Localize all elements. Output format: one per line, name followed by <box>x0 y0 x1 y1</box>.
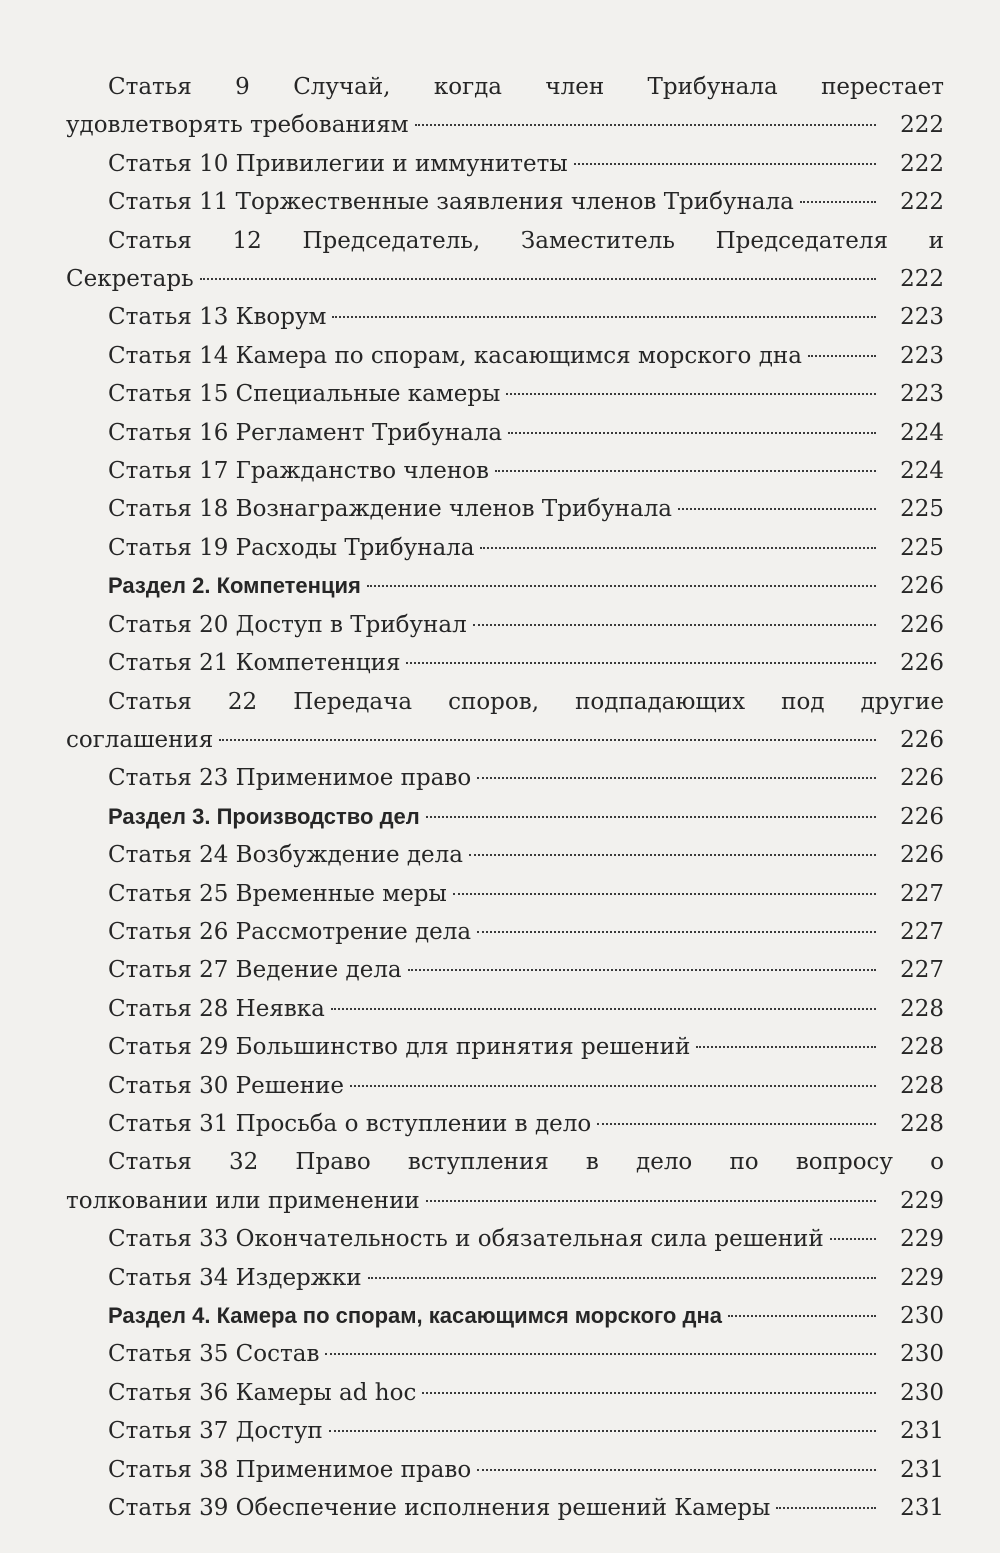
toc-entry <box>66 452 944 490</box>
toc-entry <box>66 1451 944 1489</box>
dot-leader <box>219 739 876 741</box>
toc-entry-title-start: Статья 22 Передача споров, подпадающих под другие <box>108 688 944 715</box>
toc-entry-title: Статья 27 Ведение дела <box>108 957 402 984</box>
dot-leader <box>495 470 876 472</box>
toc-entry-title: Раздел 2. Компетенция <box>108 573 361 599</box>
toc-entry-line <box>66 490 944 528</box>
toc-entry <box>66 375 944 413</box>
dot-leader <box>367 585 876 587</box>
toc-entry-line <box>66 951 944 989</box>
toc-entry-line <box>66 414 944 452</box>
dot-leader <box>480 547 876 549</box>
toc-entry-line <box>66 606 944 644</box>
toc-entry-title-start: Статья 12 Председатель, Заместитель Председателя и <box>108 227 944 254</box>
dot-leader <box>477 1469 876 1471</box>
toc-entry-title: Статья 14 Камера по спорам, касающимся морского дна <box>108 342 802 369</box>
toc-page-number: 226 <box>900 573 944 600</box>
toc-page-number: 228 <box>900 1072 944 1099</box>
toc-entry-title: Статья 36 Камеры ad hoc <box>108 1379 417 1406</box>
dot-leader <box>406 662 876 664</box>
toc-entry <box>66 759 944 797</box>
toc-entry-line <box>66 836 944 874</box>
dot-leader <box>469 854 876 856</box>
toc-entry-title: Статья 29 Большинство для принятия решений <box>108 1034 691 1061</box>
toc-entry <box>66 644 944 682</box>
toc-entry <box>66 529 944 567</box>
toc-entry-line <box>66 260 944 298</box>
dot-leader <box>422 1392 876 1394</box>
toc-page-number: 225 <box>900 496 944 523</box>
toc-entry-line <box>66 567 944 605</box>
toc-page-number: 226 <box>900 611 944 638</box>
toc-entry-title: Статья 10 Привилегии и иммунитеты <box>108 150 568 177</box>
dot-leader <box>426 1200 876 1202</box>
dot-leader <box>776 1507 876 1509</box>
dot-leader <box>332 316 876 318</box>
toc-entry-title: Статья 23 Применимое право <box>108 765 472 792</box>
toc-page-number: 229 <box>900 1226 944 1253</box>
toc-entry <box>66 836 944 874</box>
toc-entry-title: Раздел 4. Камера по спорам, касающимся морского дна <box>108 1303 722 1328</box>
toc-entry <box>66 68 944 145</box>
toc-page-number: 222 <box>900 150 944 177</box>
toc-entry-line <box>66 337 944 375</box>
dot-leader <box>477 931 876 933</box>
toc-page-number: 224 <box>900 458 944 485</box>
toc-page-number: 223 <box>900 304 944 331</box>
toc-entry-line <box>66 1220 944 1258</box>
toc-entry-title: Статья 33 Окончательность и обязательная сила решений <box>108 1226 824 1253</box>
toc-entry-line <box>66 1259 944 1297</box>
dot-leader <box>574 163 876 165</box>
dot-leader <box>830 1238 876 1240</box>
toc-entry-line <box>66 1451 944 1489</box>
toc-page-number: 230 <box>900 1341 944 1368</box>
toc-entry-title: Статья 24 Возбуждение дела <box>108 842 463 869</box>
toc-entry-line <box>66 875 944 913</box>
toc-entry-line <box>66 1412 944 1450</box>
dot-leader <box>350 1085 876 1087</box>
toc-entry <box>66 1374 944 1412</box>
toc-page-number: 223 <box>900 381 944 408</box>
toc-entry-title: толковании или применении <box>66 1187 420 1214</box>
toc-page-number: 231 <box>900 1456 944 1483</box>
toc-entry-title: Статья 21 Компетенция <box>108 650 401 677</box>
toc-entry-line <box>66 759 944 797</box>
dot-leader <box>368 1277 876 1279</box>
toc-section-entry <box>66 567 944 605</box>
toc-page-number: 231 <box>900 1495 944 1522</box>
dot-leader <box>408 969 876 971</box>
toc-entry-title: Статья 38 Применимое право <box>108 1456 472 1483</box>
toc-entry-title: Статья 19 Расходы Трибунала <box>108 534 475 561</box>
dot-leader <box>453 893 876 895</box>
toc-entry <box>66 1489 944 1527</box>
toc-entry-title: Раздел 3. Производство дел <box>108 803 420 829</box>
toc-section-entry <box>66 1297 944 1335</box>
toc-page-number: 226 <box>900 726 944 753</box>
toc-entry <box>66 683 944 760</box>
toc-section-entry <box>66 798 944 836</box>
toc-entry <box>66 913 944 951</box>
toc-entry-title: Статья 20 Доступ в Трибунал <box>108 611 467 638</box>
toc-entry-line <box>66 106 944 144</box>
toc-entry <box>66 990 944 1028</box>
toc-page-number: 228 <box>900 1034 944 1061</box>
toc-entry <box>66 1028 944 1066</box>
dot-leader <box>728 1315 876 1317</box>
toc-entry-title: Статья 30 Решение <box>108 1072 345 1099</box>
toc-entry-line <box>66 1028 944 1066</box>
toc-entry <box>66 1105 944 1143</box>
toc-entry-title-start: Статья 32 Право вступления в дело по вопросу о <box>108 1149 944 1176</box>
toc-page-number: 227 <box>900 918 944 945</box>
toc-page-number: 224 <box>900 419 944 446</box>
toc-page-number: 227 <box>900 957 944 984</box>
toc-entry-title: соглашения <box>66 726 214 753</box>
toc-entry <box>66 606 944 644</box>
toc-entry-line <box>66 1182 944 1220</box>
toc-entry-line <box>66 298 944 336</box>
toc-entry-title: Статья 31 Просьба о вступлении в дело <box>108 1110 592 1137</box>
toc-entry-line <box>66 913 944 951</box>
toc-entry-title: Статья 35 Состав <box>108 1341 320 1368</box>
toc-entry <box>66 1412 944 1450</box>
table-of-contents <box>66 68 944 1527</box>
toc-entry-title: удовлетворять требованиям <box>66 112 409 139</box>
toc-page-number: 223 <box>900 342 944 369</box>
toc-page-number: 225 <box>900 534 944 561</box>
toc-entry-title: Статья 15 Специальные камеры <box>108 381 501 408</box>
toc-entry-line <box>66 529 944 567</box>
toc-entry <box>66 1220 944 1258</box>
toc-entry-line <box>66 1374 944 1412</box>
toc-entry <box>66 1067 944 1105</box>
toc-entry <box>66 1143 944 1220</box>
toc-entry-line <box>66 1489 944 1527</box>
toc-entry-title: Статья 11 Торжественные заявления членов Трибунала <box>108 189 794 216</box>
toc-page-number: 227 <box>900 880 944 907</box>
toc-page-number: 229 <box>900 1264 944 1291</box>
toc-entry-title: Статья 37 Доступ <box>108 1418 323 1445</box>
toc-page-number: 228 <box>900 995 944 1022</box>
toc-page-number: 230 <box>900 1303 944 1329</box>
toc-entry <box>66 1335 944 1373</box>
toc-page-number: 222 <box>900 266 944 293</box>
toc-entry <box>66 875 944 913</box>
toc-entry-title: Секретарь <box>66 266 194 293</box>
toc-entry-title: Статья 16 Регламент Трибунала <box>108 419 503 446</box>
dot-leader <box>477 777 876 779</box>
toc-page-number: 226 <box>900 650 944 677</box>
toc-entry <box>66 414 944 452</box>
toc-entry-title: Статья 28 Неявка <box>108 995 325 1022</box>
toc-entry-title-start: Статья 9 Случай, когда член Трибунала перестает <box>108 74 944 100</box>
toc-entry-line <box>66 1105 944 1143</box>
toc-entry-line <box>66 145 944 183</box>
dot-leader <box>473 624 876 626</box>
dot-leader <box>415 124 877 126</box>
toc-entry <box>66 222 944 299</box>
toc-page-number: 222 <box>900 112 944 139</box>
dot-leader <box>200 278 876 280</box>
toc-page-number: 230 <box>900 1379 944 1406</box>
toc-entry <box>66 490 944 528</box>
toc-entry-line <box>66 183 944 221</box>
toc-entry-line <box>66 990 944 1028</box>
toc-page-number: 222 <box>900 189 944 216</box>
toc-entry <box>66 1259 944 1297</box>
toc-entry-line <box>66 1335 944 1373</box>
dot-leader <box>808 355 876 357</box>
toc-entry-line <box>66 452 944 490</box>
dot-leader <box>325 1353 876 1355</box>
toc-page-number: 226 <box>900 842 944 869</box>
toc-page-number: 229 <box>900 1187 944 1214</box>
dot-leader <box>597 1123 876 1125</box>
dot-leader <box>426 816 876 818</box>
dot-leader <box>508 432 876 434</box>
toc-entry-title: Статья 39 Обеспечение исполнения решений Камеры <box>108 1495 771 1522</box>
toc-entry-line <box>66 1297 944 1335</box>
dot-leader <box>678 508 876 510</box>
toc-entry-line <box>66 798 944 836</box>
toc-entry <box>66 951 944 989</box>
toc-entry <box>66 183 944 221</box>
toc-entry-title: Статья 34 Издержки <box>108 1264 362 1291</box>
toc-entry-title: Статья 13 Кворум <box>108 304 327 331</box>
toc-entry-line <box>66 644 944 682</box>
toc-entry-line <box>66 721 944 759</box>
dot-leader <box>331 1008 876 1010</box>
toc-page-number: 228 <box>900 1110 944 1137</box>
toc-page-number: 226 <box>900 765 944 792</box>
toc-entry <box>66 145 944 183</box>
toc-entry <box>66 298 944 336</box>
toc-entry-title: Статья 17 Гражданство членов <box>108 458 489 485</box>
dot-leader <box>506 393 876 395</box>
toc-entry-title: Статья 25 Временные меры <box>108 880 447 907</box>
dot-leader <box>696 1046 876 1048</box>
dot-leader <box>800 201 876 203</box>
toc-entry-line <box>66 1067 944 1105</box>
toc-entry-title: Статья 18 Вознаграждение членов Трибунала <box>108 496 673 523</box>
dot-leader <box>329 1430 876 1432</box>
toc-page-number: 231 <box>900 1418 944 1445</box>
toc-entry <box>66 337 944 375</box>
toc-entry-line <box>66 375 944 413</box>
toc-page-number: 226 <box>900 803 944 830</box>
toc-entry-title: Статья 26 Рассмотрение дела <box>108 918 472 945</box>
